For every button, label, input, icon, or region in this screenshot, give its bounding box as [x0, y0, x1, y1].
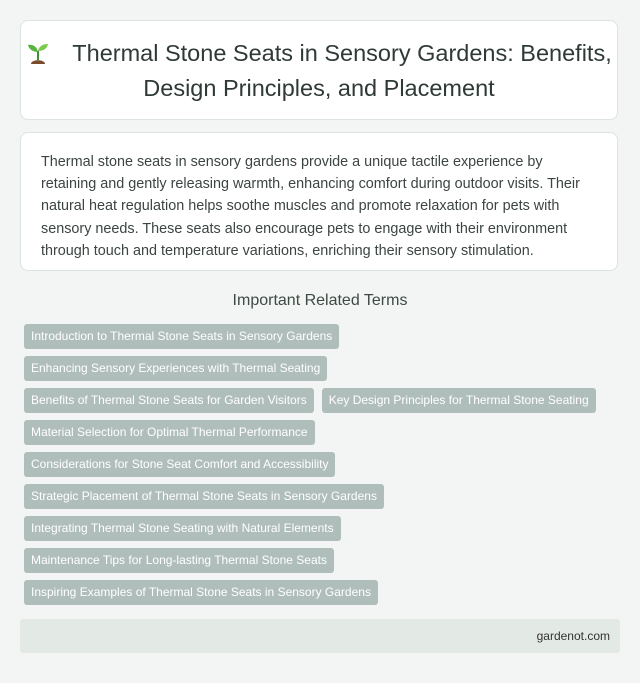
related-term-tag[interactable]: Integrating Thermal Stone Seating with Natural Elements: [24, 516, 341, 541]
page-title: [21, 37, 617, 104]
related-terms-heading: Important Related Terms: [232, 292, 408, 309]
related-term-tag[interactable]: Benefits of Thermal Stone Seats for Garden Visitors: [24, 388, 314, 413]
summary-text: Thermal stone seats in sensory gardens provide a unique tactile experience by retaining and gently releasing warmth, enhancing comfort during outdoor visits. Their natural heat regulation helps soothe muscles and promote relaxation for pets with sensory needs. These seats also encourage pets to engage with their environment through touch and temperature variations, enriching their sensory stimulation.: [41, 154, 580, 259]
related-term-tag[interactable]: Material Selection for Optimal Thermal Performance: [24, 420, 315, 445]
related-term-tag[interactable]: Maintenance Tips for Long-lasting Thermal Stone Seats: [24, 548, 334, 573]
related-term-tag[interactable]: Inspiring Examples of Thermal Stone Seats in Sensory Gardens: [24, 580, 378, 605]
related-term-tag[interactable]: Key Design Principles for Thermal Stone Seating: [322, 388, 596, 413]
sprout-icon: [26, 40, 50, 72]
related-term-tag[interactable]: Introduction to Thermal Stone Seats in Sensory Gardens: [24, 324, 339, 349]
related-terms-list: [24, 324, 624, 612]
related-term-tag[interactable]: Considerations for Stone Seat Comfort and Accessibility: [24, 452, 335, 477]
title-card: [20, 20, 618, 120]
related-term-tag[interactable]: Enhancing Sensory Experiences with Thermal Seating: [24, 356, 327, 381]
summary-card: [20, 132, 618, 271]
footer-site-link[interactable]: gardenot.com: [536, 629, 610, 643]
related-term-tag[interactable]: Strategic Placement of Thermal Stone Seats in Sensory Gardens: [24, 484, 384, 509]
page-title-text: Thermal Stone Seats in Sensory Gardens: Benefits, Design Principles, and Placement: [72, 39, 612, 101]
footer: [20, 619, 620, 653]
